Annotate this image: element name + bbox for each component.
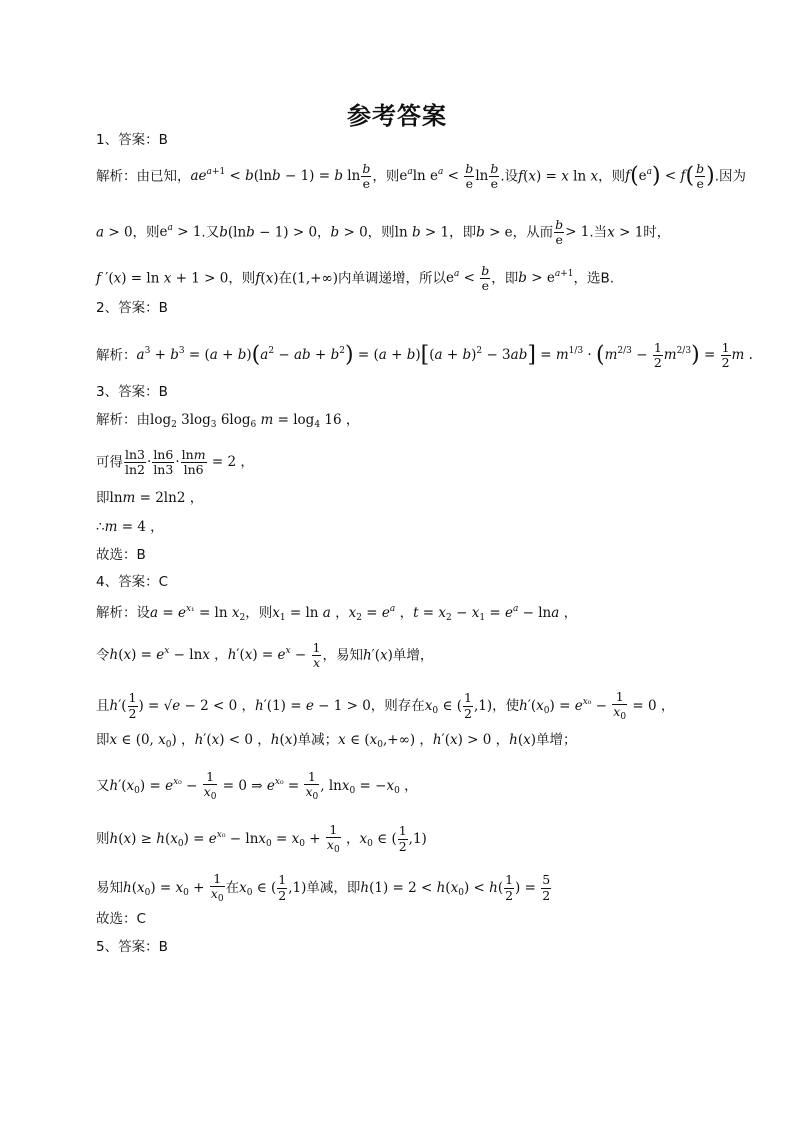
q1-formula-16: $e^a$ < $\frac{b}{e}$ xyxy=(445,263,490,294)
q4-label-6: 则 xyxy=(96,830,110,847)
q1-text-3b: 在 xyxy=(278,270,292,287)
q4-solution-line-5 xyxy=(96,770,418,803)
q4-label-5: 又 xyxy=(96,777,110,794)
q1-text-2f: ，从而 xyxy=(512,224,554,241)
q2-answer: 2、答案：B xyxy=(96,300,168,316)
q1-answer: 1、答案：B xyxy=(96,132,168,148)
q1-text-3a: ，则 xyxy=(228,270,256,287)
q4-formula-7: $h'(x_0) = e^{x_0}$ − $\frac{1}{x_0}$ = 0 ， xyxy=(519,689,675,723)
q1-formula-8: b > 0 xyxy=(330,224,368,241)
q1-formula-5: a > 0 xyxy=(96,224,133,241)
q4-formula-2: $x_1 = \ln a$ ，$x_2 = e^a$ ，$t = x_2 - x_1 = e^a - \ln a$ ， xyxy=(272,604,578,623)
q1-formula-10: b > e xyxy=(476,224,513,241)
q3-label-1: 解析：由 xyxy=(96,412,150,428)
q1-formula-13: f ′(x) = ln x + 1 > 0 xyxy=(96,270,229,287)
q4-solution-line-1 xyxy=(96,605,577,623)
q3-solution-line-1 xyxy=(96,414,359,430)
q5-answer: 5、答案：B xyxy=(96,939,168,955)
q4-formula-11: $h(x) \ge h(x_0) = e^{x_0} - \ln x_0 = x_0$ + $\frac{1}{x_0}$ ，$x_0$ ∈ ( $\frac{1}{2}$ ,1) xyxy=(109,822,427,856)
q1-solution-line-3 xyxy=(96,264,614,294)
q4-text-3b: ，则存在 xyxy=(370,697,425,714)
q4-formula-6: $x_0$ ∈ ( $\frac{1}{2}$ ,1) xyxy=(424,690,493,721)
q1-text-2h: 时， xyxy=(643,224,671,241)
q4-formula-5: h′( $\frac{1}{2}$ ) = √e − 2 < 0 ，h′(1) = e − 1 > 0 xyxy=(109,690,371,721)
q4-solution-line-3 xyxy=(96,690,674,723)
q4-solution-line-2 xyxy=(96,641,433,671)
q4-conclusion: 故选：C xyxy=(96,911,146,927)
q1-text-2d: ，则 xyxy=(367,224,395,241)
q1-solution-line-1 xyxy=(96,162,746,192)
q4-formula-8: x ∈ (0, $x_0$) ，h′(x) < 0 ，h(x) xyxy=(109,732,298,750)
q1-text-1b: ，则 xyxy=(372,168,400,185)
q4-text-1b: ，则 xyxy=(245,605,273,621)
q4-formula-14: $h(1) = 2 < h(x_0) < h$( $\frac{1}{2}$ ) = $\frac{5}{2}$ xyxy=(360,872,551,903)
q1-formula-9: ln b > 1 xyxy=(394,224,450,241)
q4-formula-1: $a = e^{x_1} = \ln x_2$ xyxy=(150,604,246,623)
q4-formula-3: $h(x) = e^x - \ln x$ ，$h'(x) = e^x$ − $\frac{1}{x}$ xyxy=(109,640,321,671)
q1-formula-2: $e^a\ln$ $e^a$ < $\frac{b}{e}$ ln $\frac{b}{e}$ xyxy=(399,161,499,192)
q3-formula-1: $\log_2 3\log_3$ $6\log_6$ $m = \log_4 16$ ， xyxy=(150,412,360,430)
q2-label-1: 解析： xyxy=(96,347,137,364)
q1-text-3d: ，即 xyxy=(491,270,519,287)
q4-text-4b: 单减； xyxy=(297,732,339,748)
q1-text-1c: .设 xyxy=(500,168,519,185)
q2-formula-1: $a^3 + b^3 = (a + b)(a^2$ − ab + $b^2) = (a + b)[(a + b)^2 - 3ab] = m^{1/3} \cdot (m^{2/3}$ − $\frac{1}{2}$ $m^{2/3}$) = $\frac{1}{2}$ m . xyxy=(136,340,753,371)
q3-solution-line-3 xyxy=(96,492,203,506)
q1-formula-11: $\frac{b}{e}$ > 1 xyxy=(555,217,590,248)
q1-formula-7: b(lnb − 1) > 0 xyxy=(219,224,318,241)
q1-formula-3: f(x) = x ln x xyxy=(518,168,599,185)
q1-text-1e: .因为 xyxy=(714,168,747,185)
q3-solution-line-4 xyxy=(96,521,164,535)
q1-text-3c: 内单调递增，所以 xyxy=(337,270,446,287)
q3-solution-line-2 xyxy=(96,448,254,478)
q1-text-2b: .又 xyxy=(201,224,220,241)
q4-label-7: 易知 xyxy=(96,879,123,896)
q1-text-3e: ，选B. xyxy=(573,270,615,287)
q3-formula-3: lnm = 2ln2 ， xyxy=(109,490,204,506)
q1-formula-15: (1,+∞) xyxy=(292,270,338,287)
q1-formula-12: x > 1 xyxy=(607,224,644,241)
q3-label-2: 可得 xyxy=(96,454,123,471)
q4-text-7c: 单减，即 xyxy=(306,879,361,896)
q3-label-3: 即 xyxy=(96,490,110,506)
q2-solution-line-1 xyxy=(96,341,753,371)
q4-text-2c: 单增， xyxy=(392,647,434,664)
q4-text-4c: 单增； xyxy=(536,732,577,748)
q4-text-3c: ，使 xyxy=(492,697,520,714)
q3-formula-2: $\frac{\ln 3}{\ln 2}$ · $\frac{\ln 6}{\ln 3}$ · $\frac{\ln m}{\ln 6}$ = 2 ， xyxy=(125,447,254,478)
q1-solution-line-2 xyxy=(96,218,670,248)
q4-formula-13: $x_0$ ∈ ( $\frac{1}{2}$ ,1) xyxy=(239,872,307,903)
q4-label-3: 且 xyxy=(96,697,110,714)
q1-label-1: 解析：由已知， xyxy=(96,168,191,185)
q1-formula-14: f(x) xyxy=(255,270,279,287)
q4-solution-line-4 xyxy=(96,734,577,750)
q4-label-2: 令 xyxy=(96,647,110,664)
q4-label-4: 即 xyxy=(96,732,110,748)
q4-label-1: 解析：设 xyxy=(96,605,150,621)
q4-formula-12: $h(x_0) = x_0$ + $\frac{1}{x_0}$ xyxy=(123,871,224,905)
q4-formula-10: $h'(x_0) = e^{x_0}$ − $\frac{1}{x_0}$ = 0 ⇒ $e^{x_0}$ = $\frac{1}{x_0}$ , $\ln x_0 = -x_0$ ， xyxy=(109,769,418,803)
q3-answer: 3、答案：B xyxy=(96,384,168,400)
q1-text-2a: ，则 xyxy=(132,224,160,241)
q1-text-1d: ，则 xyxy=(598,168,626,185)
q4-text-2b: ，易知 xyxy=(322,647,363,664)
q4-solution-line-6 xyxy=(96,823,427,856)
q1-text-2e: ，即 xyxy=(449,224,477,241)
q1-formula-4: $f(e^a) < f$( $\frac{b}{e}$ ) xyxy=(625,161,715,192)
q1-formula-6: $e^a > 1$ xyxy=(159,223,202,241)
q4-solution-line-7 xyxy=(96,872,552,905)
page-title: 参考答案 xyxy=(347,102,447,130)
q3-conclusion: 故选：B xyxy=(96,547,146,563)
q4-text-7b: 在 xyxy=(225,879,240,896)
q4-answer: 4、答案：C xyxy=(96,574,169,590)
q4-formula-9: x ∈ $(x_0,+\infty)$ ，h′(x) > 0 ，h(x) xyxy=(338,732,537,750)
q1-text-2g: .当 xyxy=(589,224,608,241)
q1-text-2c: ， xyxy=(317,224,331,241)
q1-formula-1: $ae^{a+1} < b(\ln b - 1) = b$ ln $\frac{b}{e}$ xyxy=(190,161,371,192)
q4-formula-4: h′(x) xyxy=(362,647,393,664)
q3-formula-4: ∴m = 4 ， xyxy=(96,519,164,535)
q1-formula-17: $b > e^{a+1}$ xyxy=(518,269,574,287)
